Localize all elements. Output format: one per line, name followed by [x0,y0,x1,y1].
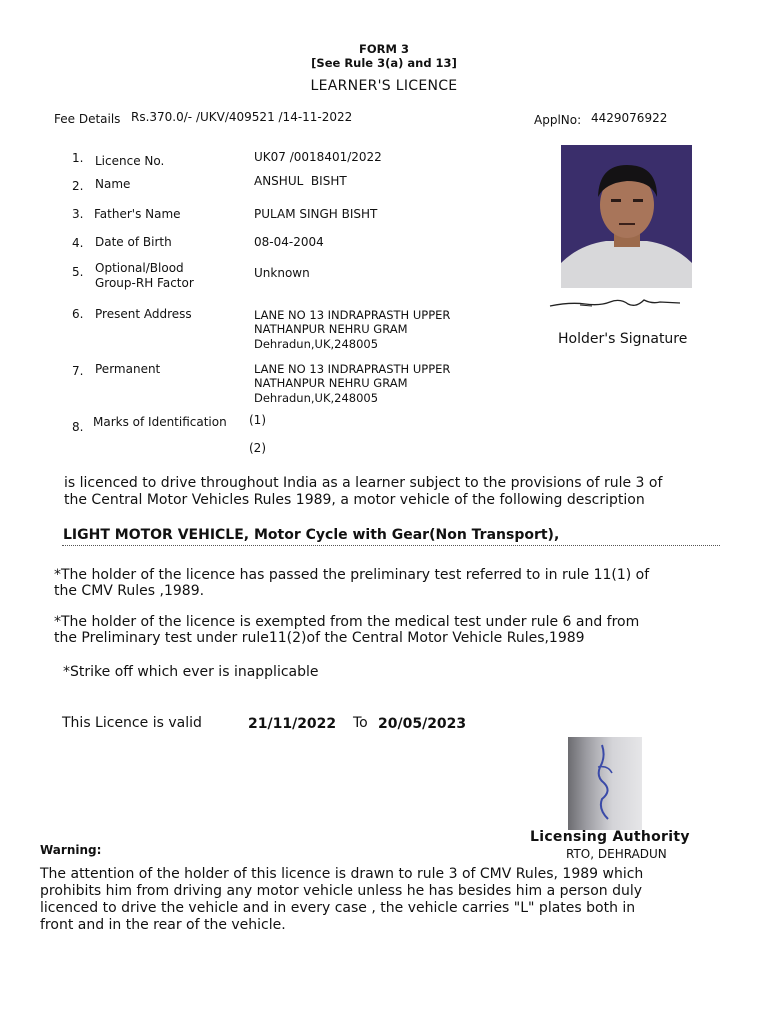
warning-text-line4: front and in the rear of the vehicle. [40,917,286,933]
permanent-address-line2: NATHANPUR NEHRU GRAM [254,376,408,390]
field-number: 2. [72,179,84,193]
blood-group-value: Unknown [254,266,310,280]
authority-signature-image [568,737,642,830]
fee-details-label: Fee Details [54,112,121,126]
present-address-label: Present Address [95,307,192,321]
appl-no-label: ApplNo: [534,113,582,127]
field-number: 1. [72,151,84,165]
note-exemption-line2: the Preliminary test under rule11(2)of the Central Motor Vehicle Rules,1989 [54,630,585,646]
warning-text-line2: prohibits him from driving any motor vehicle unless he has besides him a person duly [40,883,643,899]
holder-signature-image [540,292,700,314]
field-number: 5. [72,265,84,279]
note-preliminary-test-line2: the CMV Rules ,1989. [54,583,205,599]
note-exemption-line1: *The holder of the licence is exempted from the medical test under rule 6 and from [54,614,640,630]
licence-no-label: Licence No. [95,154,165,168]
licence-no-value: UK07 /0018401/2022 [254,150,382,164]
identification-marks-label: Marks of Identification [93,415,227,429]
form-rule-reference: [See Rule 3(a) and 13] [311,56,457,70]
vehicle-class-underline [62,545,720,546]
present-address-line2: NATHANPUR NEHRU GRAM [254,322,408,336]
blood-group-label-line2: Group-RH Factor [95,276,194,290]
identification-mark-1: (1) [249,413,266,427]
licensing-authority-office: RTO, DEHRADUN [566,847,667,861]
fathers-name-label: Father's Name [94,207,181,221]
licence-statement-line2: the Central Motor Vehicles Rules 1989, a motor vehicle of the following description [64,492,645,508]
permanent-address-label: Permanent [95,362,161,376]
permanent-address-line1: LANE NO 13 INDRAPRASTH UPPER [254,362,451,376]
holder-photo [561,145,692,288]
page-title: LEARNER'S LICENCE [310,78,458,94]
fathers-name-value: PULAM SINGH BISHT [254,207,378,221]
warning-text-line1: The attention of the holder of this licence is drawn to rule 3 of CMV Rules, 1989 which [40,866,644,882]
name-value: ANSHUL BISHT [254,174,347,188]
validity-label: This Licence is valid [62,715,202,731]
name-label: Name [95,177,131,191]
validity-to: 20/05/2023 [378,716,467,732]
form-number: FORM 3 [359,42,409,56]
blood-group-label-line1: Optional/Blood [95,261,184,275]
appl-no-value: 4429076922 [591,111,668,125]
permanent-address-line3: Dehradun,UK,248005 [254,391,379,405]
dob-value: 08-04-2004 [254,235,324,249]
note-preliminary-test-line1: *The holder of the licence has passed the preliminary test referred to in rule 11(1) of [54,567,650,583]
validity-from: 21/11/2022 [248,716,337,732]
fee-details-value: Rs.370.0/- /UKV/409521 /14-11-2022 [131,110,353,124]
present-address-line3: Dehradun,UK,248005 [254,337,379,351]
strike-off-note: *Strike off which ever is inapplicable [63,664,319,680]
licensing-authority-title: Licensing Authority [530,829,690,845]
field-number: 4. [72,236,84,250]
warning-text-line3: licenced to drive the vehicle and in every case , the vehicle carries "L" plates both in [40,900,636,916]
validity-to-label: To [353,715,368,731]
holder-signature-label: Holder's Signature [558,331,688,347]
dob-label: Date of Birth [95,235,172,249]
identification-mark-2: (2) [249,441,266,455]
present-address-line1: LANE NO 13 INDRAPRASTH UPPER [254,308,451,322]
licence-statement-line1: is licenced to drive throughout India as a learner subject to the provisions of rule 3 of [64,475,663,491]
field-number: 7. [72,364,84,378]
field-number: 3. [72,207,84,221]
vehicle-class: LIGHT MOTOR VEHICLE, Motor Cycle with Gear(Non Transport), [63,527,560,543]
field-number: 6. [72,307,84,321]
warning-label: Warning: [40,843,102,857]
field-number: 8. [72,420,84,434]
